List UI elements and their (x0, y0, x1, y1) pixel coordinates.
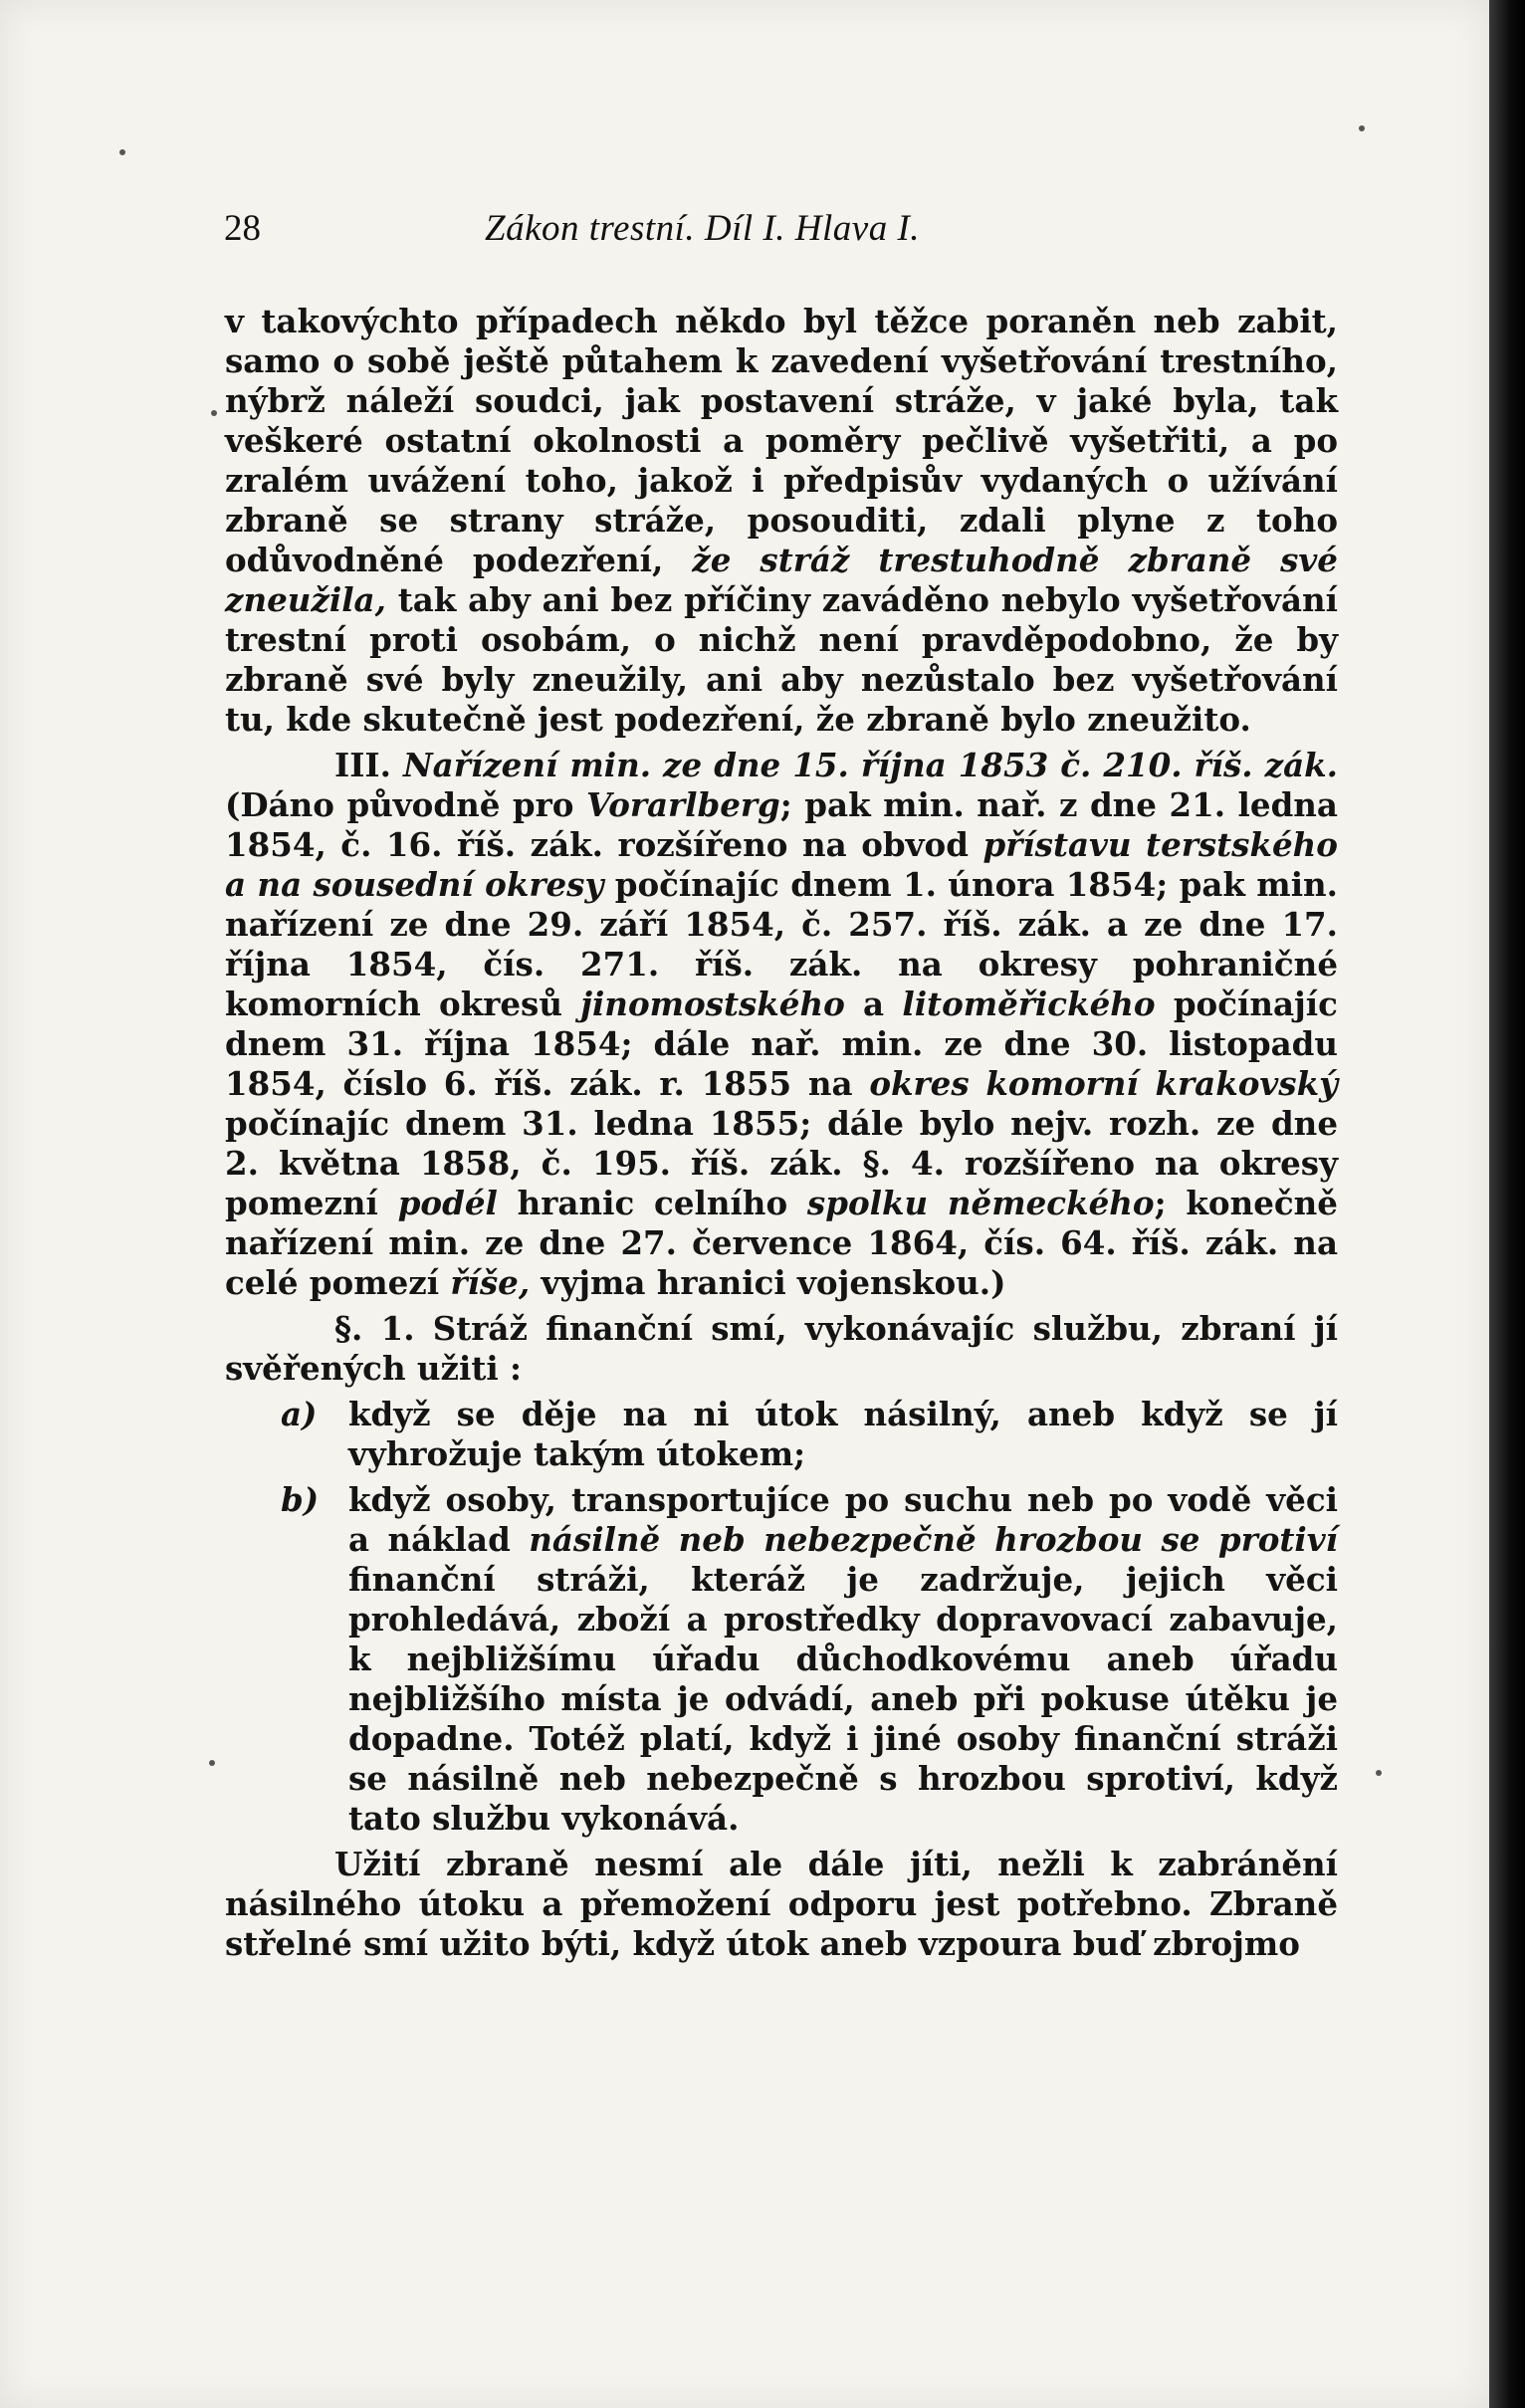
paragraph-decree-note: III. Nařízení min. ze dne 15. října 1853 č. 210. říš. zák. (Dáno původně pro Vorarlberg; pak min. nař. z dne 21. ledna 1854, č. 16. říš. zák. rozšířeno na obvod přístavu terstského a na sousední okresy počínajíc dnem 1. února 1854; pak min. nařízení ze dne 29. září 1854, č. 257. říš. zák. a ze dne 17. října 1854, čís. 271. říš. zák. na okresy pohraničné komorních okresů jinomostského a litoměřického počínajíc dnem 31. října 1854; dále nař. min. ze dne 30. listopadu 1854, číslo 6. říš. zák. r. 1855 na okres komorní krakovský počínajíc dnem 31. ledna 1855; dále bylo nejv. rozh. ze dne 2. května 1858, č. 195. říš. zák. §. 4. rozšířeno na okresy pomezní podél hranic celního spolku německého; konečně nařízení min. ze dne 27. července 1864, čís. 64. říš. zák. na celé pomezí říše, vyjma hranici vojenskou.) (225, 746, 1338, 1302)
print-speck (1359, 125, 1365, 131)
paragraph-weapon-use: Užití zbraně nesmí ale dále jíti, nežli k zabránění násilného útoku a přemožení odporu jest potřebno. Zbraně střelné smí užito býti, když útok aneb vzpoura buď zbrojmo (225, 1845, 1338, 1963)
item-marker: a) (281, 1395, 318, 1433)
page-number: 28 (224, 208, 261, 249)
list-item-a: a) když se děje na ni útok násilný, aneb když se jí vyhrožuje takým útokem; (281, 1395, 1338, 1473)
body-text (225, 302, 1338, 1964)
list-item-b: b) když osoby, transportujíce po suchu neb po vodě věci a náklad násilně neb nebezpečně hrozbou se protiví finanční stráži, kteráž je zadržuje, jejich věci prohledává, zboží a prostředky dopravovací zabavuje, k nejbližšímu úřadu důchodkovému aneb úřadu nejbližšího místa je odvádí, aneb při pokuse útěku je dopadne. Totéž platí, když i jiné osoby finanční stráži se násilně neb nebezpečně s hrozbou sprotiví, když tato službu vykonává. (281, 1480, 1338, 1838)
scan-border (1489, 0, 1525, 2408)
paragraph-section-1: §. 1. Stráž finanční smí, vykonávajíc službu, zbraní jí svěřených užiti : (225, 1309, 1338, 1388)
page-header (224, 195, 1339, 255)
item-marker: b) (281, 1480, 320, 1519)
print-speck (209, 1760, 215, 1766)
print-speck (211, 410, 217, 416)
paragraph-1: v takovýchto případech někdo byl těžce poraněn neb zabit, samo o sobě ještě půtahem k zavedení vyšetřování trestního, nýbrž náleží soudci, jak postavení stráže, v jaké byla, tak veškeré ostatní okolnosti a poměry pečlivě vyšetřiti, a po zralém uvážení toho, jakož i předpisův vydaných o užívání zbraně se strany stráže, posouditi, zdali plyne z toho odůvodněné podezření, že stráž trestuhodně zbraně své zneužila, tak aby ani bez příčiny zaváděno nebylo vyšetřování trestní proti osobám, o nichž není pravděpodobno, že by zbraně své byly zneužily, ani aby nezůstalo bez vyšetřování tu, kde skutečně jest podezření, že zbraně bylo zneužito. (225, 302, 1338, 739)
print-speck (1376, 1770, 1382, 1776)
running-title: Zákon trestní. Díl I. Hlava I. (485, 208, 921, 249)
print-speck (119, 149, 125, 155)
